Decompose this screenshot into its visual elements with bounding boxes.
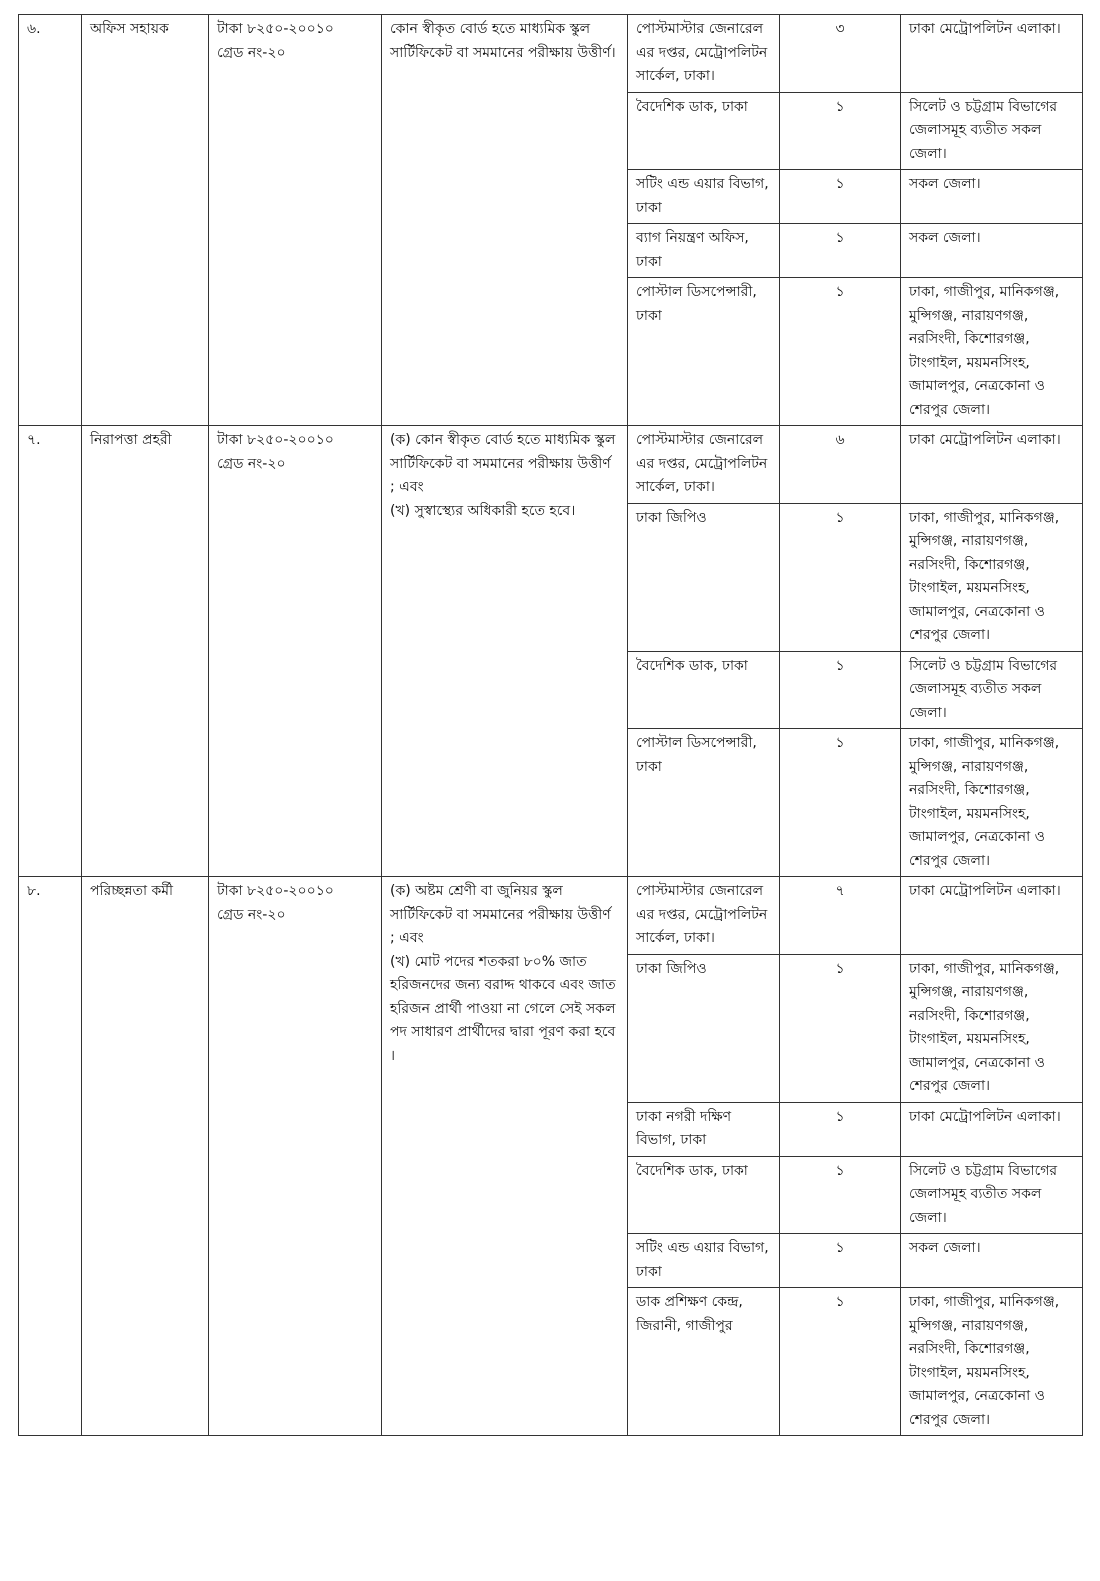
table-row	[19, 877, 1083, 955]
pay-scale-cell	[209, 426, 382, 877]
office-cell: সটিং এন্ড এয়ার বিভাগ, ঢাকা	[628, 1234, 780, 1288]
office-cell: বৈদেশিক ডাক, ঢাকা	[628, 1156, 780, 1234]
office-cell: বৈদেশিক ডাক, ঢাকা	[628, 92, 780, 170]
post-count-cell: ১	[780, 729, 901, 877]
office-cell: সটিং এন্ড এয়ার বিভাগ, ঢাকা	[628, 170, 780, 224]
post-count-cell: ১	[780, 224, 901, 278]
post-count-cell: ১	[780, 1156, 901, 1234]
grade: গ্রেড নং-২০	[217, 44, 286, 61]
office-cell: ঢাকা জিপিও	[628, 954, 780, 1102]
office-cell: ব্যাগ নিয়ন্ত্রণ অফিস, ঢাকা	[628, 224, 780, 278]
post-count-cell: ১	[780, 503, 901, 651]
pay-scale-cell	[209, 877, 382, 1436]
office-cell: পোস্টমাস্টার জেনারেল এর দপ্তর, মেট্রোপলিটন সার্কেল, ঢাকা।	[628, 877, 780, 955]
office-cell: পোস্টমাস্টার জেনারেল এর দপ্তর, মেট্রোপলিটন সার্কেল, ঢাকা।	[628, 426, 780, 504]
pay-scale-cell	[209, 15, 382, 426]
post-count-cell: ১	[780, 1234, 901, 1288]
post-title-cell: অফিস সহায়ক	[82, 15, 209, 426]
table-row	[19, 15, 1083, 93]
post-count-cell: ১	[780, 92, 901, 170]
serial-cell: ৭.	[19, 426, 82, 877]
serial-cell: ৬.	[19, 15, 82, 426]
table-row	[19, 426, 1083, 504]
grade: গ্রেড নং-২০	[217, 906, 286, 923]
eligible-district-cell: ঢাকা মেট্রোপলিটন এলাকা।	[901, 15, 1083, 93]
post-count-cell: ১	[780, 1102, 901, 1156]
serial-cell: ৮.	[19, 877, 82, 1436]
office-cell: ঢাকা জিপিও	[628, 503, 780, 651]
post-count-cell: ৬	[780, 426, 901, 504]
eligible-district-cell: ঢাকা, গাজীপুর, মানিকগঞ্জ, মুন্সিগঞ্জ, নারায়ণগঞ্জ, নরসিংদী, কিশোরগঞ্জ, টাংগাইল, ময়মনসিংহ, জামালপুর, নেত্রকোনা ও শেরপুর জেলা।	[901, 954, 1083, 1102]
eligible-district-cell: ঢাকা, গাজীপুর, মানিকগঞ্জ, মুন্সিগঞ্জ, নারায়ণগঞ্জ, নরসিংদী, কিশোরগঞ্জ, টাংগাইল, ময়মনসিংহ, জামালপুর, নেত্রকোনা ও শেরপুর জেলা।	[901, 1288, 1083, 1436]
office-cell: পোস্টাল ডিসপেন্সারী, ঢাকা	[628, 278, 780, 426]
eligible-district-cell: সিলেট ও চট্টগ্রাম বিভাগের জেলাসমূহ ব্যতীত সকল জেলা।	[901, 1156, 1083, 1234]
eligible-district-cell: ঢাকা মেট্রোপলিটন এলাকা।	[901, 1102, 1083, 1156]
post-count-cell: ১	[780, 651, 901, 729]
post-count-cell: ৭	[780, 877, 901, 955]
post-count-cell: ৩	[780, 15, 901, 93]
qualification-text: (খ) মোট পদের শতকরা ৮০% জাত হরিজনদের জন্য বরাদ্দ থাকবে এবং জাত হরিজন প্রার্থী পাওয়া না গেলে সেই সকল পদ সাধারণ প্রার্থীদের দ্বারা পূরণ করা হবে ।	[390, 953, 616, 1064]
eligible-district-cell: সকল জেলা।	[901, 224, 1083, 278]
pay-scale: টাকা ৮২৫০-২০০১০	[217, 883, 334, 899]
office-cell: বৈদেশিক ডাক, ঢাকা	[628, 651, 780, 729]
qualification-text: (ক) অষ্টম শ্রেণী বা জুনিয়র স্কুল সার্টিফিকেট বা সমমানের পরীক্ষায় উত্তীর্ণ ; এবং	[390, 883, 611, 946]
qualification-cell	[382, 877, 628, 1436]
pay-scale: টাকা ৮২৫০-২০০১০	[217, 432, 334, 448]
post-count-cell: ১	[780, 1288, 901, 1436]
eligible-district-cell: ঢাকা, গাজীপুর, মানিকগঞ্জ, মুন্সিগঞ্জ, নারায়ণগঞ্জ, নরসিংদী, কিশোরগঞ্জ, টাংগাইল, ময়মনসিংহ, জামালপুর, নেত্রকোনা ও শেরপুর জেলা।	[901, 278, 1083, 426]
post-title-cell: পরিচ্ছন্নতা কর্মী	[82, 877, 209, 1436]
eligible-district-cell: ঢাকা মেট্রোপলিটন এলাকা।	[901, 877, 1083, 955]
office-cell: পোস্টাল ডিসপেন্সারী, ঢাকা	[628, 729, 780, 877]
post-count-cell: ১	[780, 278, 901, 426]
vacancy-table-body	[19, 15, 1083, 1436]
qualification-cell	[382, 426, 628, 877]
eligible-district-cell: সকল জেলা।	[901, 170, 1083, 224]
office-cell: পোস্টমাস্টার জেনারেল এর দপ্তর, মেট্রোপলিটন সার্কেল, ঢাকা।	[628, 15, 780, 93]
qualification-text: (ক) কোন স্বীকৃত বোর্ড হতে মাধ্যমিক স্কুল সার্টিফিকেট বা সমমানের পরীক্ষায় উত্তীর্ণ ; এবং	[390, 432, 616, 495]
qualification-text: কোন স্বীকৃত বোর্ড হতে মাধ্যমিক স্কুল সার্টিফিকেট বা সমমানের পরীক্ষায় উত্তীর্ণ।	[390, 21, 616, 61]
eligible-district-cell: সকল জেলা।	[901, 1234, 1083, 1288]
qualification-text: (খ) সুস্বাস্থ্যের অধিকারী হতে হবে।	[390, 502, 576, 519]
post-count-cell: ১	[780, 170, 901, 224]
post-count-cell: ১	[780, 954, 901, 1102]
eligible-district-cell: সিলেট ও চট্টগ্রাম বিভাগের জেলাসমূহ ব্যতীত সকল জেলা।	[901, 92, 1083, 170]
post-title-cell: নিরাপত্তা প্রহরী	[82, 426, 209, 877]
eligible-district-cell: ঢাকা, গাজীপুর, মানিকগঞ্জ, মুন্সিগঞ্জ, নারায়ণগঞ্জ, নরসিংদী, কিশোরগঞ্জ, টাংগাইল, ময়মনসিংহ, জামালপুর, নেত্রকোনা ও শেরপুর জেলা।	[901, 729, 1083, 877]
eligible-district-cell: ঢাকা মেট্রোপলিটন এলাকা।	[901, 426, 1083, 504]
office-cell: ঢাকা নগরী দক্ষিণ বিভাগ, ঢাকা	[628, 1102, 780, 1156]
grade: গ্রেড নং-২০	[217, 455, 286, 472]
office-cell: ডাক প্রশিক্ষণ কেন্দ্র, জিরানী, গাজীপুর	[628, 1288, 780, 1436]
eligible-district-cell: ঢাকা, গাজীপুর, মানিকগঞ্জ, মুন্সিগঞ্জ, নারায়ণগঞ্জ, নরসিংদী, কিশোরগঞ্জ, টাংগাইল, ময়মনসিংহ, জামালপুর, নেত্রকোনা ও শেরপুর জেলা।	[901, 503, 1083, 651]
qualification-cell	[382, 15, 628, 426]
vacancy-table	[18, 14, 1083, 1436]
eligible-district-cell: সিলেট ও চট্টগ্রাম বিভাগের জেলাসমূহ ব্যতীত সকল জেলা।	[901, 651, 1083, 729]
pay-scale: টাকা ৮২৫০-২০০১০	[217, 21, 334, 37]
